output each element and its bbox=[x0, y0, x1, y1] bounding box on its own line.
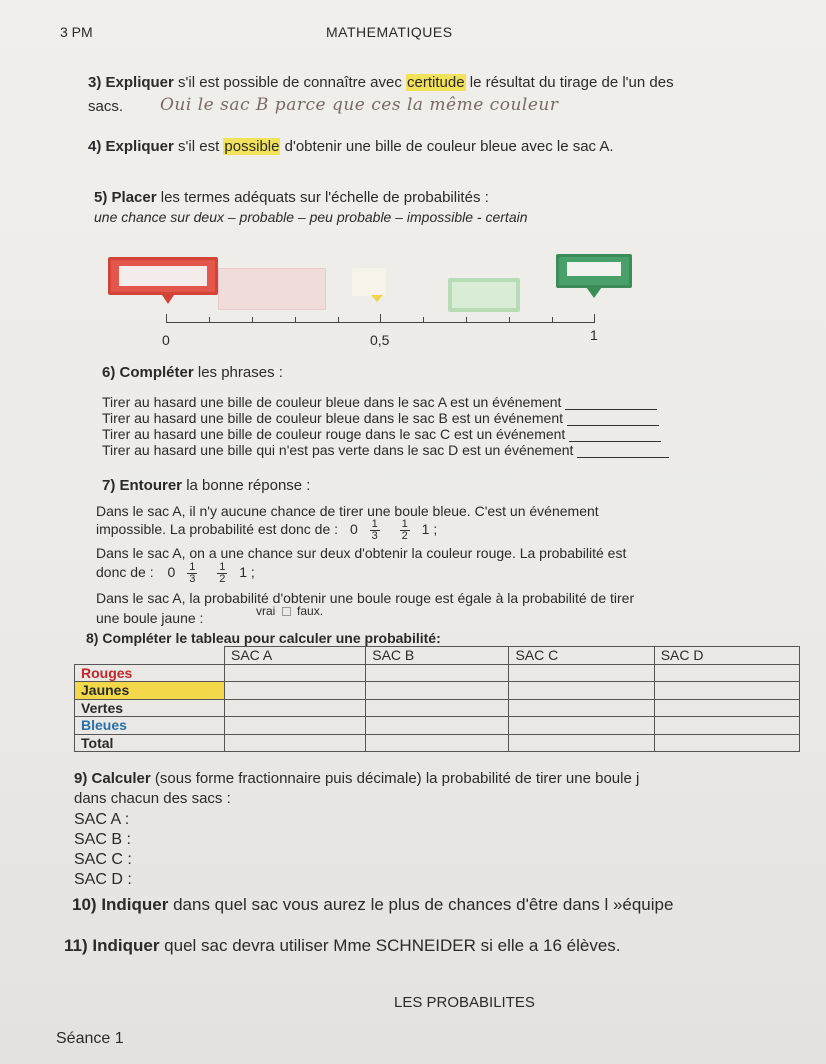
q10-text: dans quel sac vous aurez le plus de chances d'être dans l »équipe bbox=[168, 895, 674, 914]
scale-tick bbox=[466, 317, 467, 323]
q9-sac-c: SAC C : bbox=[74, 851, 132, 868]
table-cell[interactable] bbox=[225, 699, 366, 717]
q3-number: 3) bbox=[88, 74, 102, 91]
scale-tick bbox=[594, 314, 595, 323]
choice-one-third[interactable]: $\frac{1}{3}$ bbox=[371, 518, 378, 542]
table-cell[interactable] bbox=[509, 699, 654, 717]
choice-one[interactable]: 1 ; bbox=[421, 521, 438, 538]
q6-sentence: Tirer au hasard une bille de couleur bleue dans le sac B est un événement bbox=[102, 410, 659, 426]
q7-true-false bbox=[256, 604, 323, 618]
choice-zero[interactable]: 0 bbox=[349, 521, 358, 538]
choice-vrai[interactable]: vrai bbox=[256, 604, 276, 618]
q6-sentence: Tirer au hasard une bille qui n'est pas verte dans le sac D est un événement bbox=[102, 442, 669, 458]
q4-text-post: d'obtenir une bille de couleur bleue avec le sac A. bbox=[280, 138, 614, 155]
table-cell[interactable] bbox=[366, 734, 509, 752]
scale-label-pink[interactable] bbox=[218, 268, 326, 310]
q7-verb: Entourer bbox=[119, 477, 183, 494]
table-cell[interactable] bbox=[654, 699, 799, 717]
question-3 bbox=[88, 74, 674, 91]
table-cell[interactable] bbox=[366, 682, 509, 700]
choice-one-half[interactable]: $\frac{1}{2}$ bbox=[401, 518, 408, 542]
q3-verb: Expliquer bbox=[105, 74, 174, 91]
q4-number: 4) bbox=[88, 138, 102, 155]
table-cell[interactable] bbox=[366, 717, 509, 735]
table-cell[interactable] bbox=[366, 664, 509, 682]
row-label-bleues: Bleues bbox=[75, 717, 225, 735]
scale-pointer-red bbox=[160, 292, 176, 304]
q7-number: 7) bbox=[102, 477, 116, 494]
scale-label-green[interactable] bbox=[556, 254, 632, 288]
q3-text-post: le résultat du tirage de l'un des bbox=[465, 74, 674, 91]
choice-one-third[interactable]: $\frac{1}{3}$ bbox=[189, 561, 196, 585]
answer-blank[interactable] bbox=[577, 457, 669, 458]
probability-table bbox=[74, 646, 800, 752]
q9-line2: dans chacun des sacs : bbox=[74, 790, 231, 807]
choice-faux[interactable]: faux. bbox=[297, 604, 324, 618]
q9-sac-a: SAC A : bbox=[74, 811, 130, 828]
question-7 bbox=[102, 477, 310, 494]
q9-sac-d: SAC D : bbox=[74, 871, 132, 888]
question-10 bbox=[72, 895, 673, 915]
q7-p2-line2: donc de : 0 $\frac{1}{3}$ $\frac{1}{2}$ 1 ; bbox=[96, 561, 255, 585]
scale-tick bbox=[552, 317, 553, 323]
q5-verb: Placer bbox=[111, 189, 157, 206]
scale-label-red[interactable] bbox=[108, 257, 218, 295]
q11-text: quel sac devra utiliser Mme SCHNEIDER si elle a 16 élèves. bbox=[159, 936, 621, 955]
question-5 bbox=[94, 189, 489, 206]
table-cell[interactable] bbox=[654, 682, 799, 700]
q4-verb: Expliquer bbox=[105, 138, 174, 155]
row-label-jaunes: Jaunes bbox=[75, 682, 225, 700]
q7-p3-line2: une boule jaune : bbox=[96, 610, 204, 626]
row-label-vertes: Vertes bbox=[75, 699, 225, 717]
row-label-rouges: Rouges bbox=[75, 664, 225, 682]
scale-label-zero: 0 bbox=[162, 332, 170, 348]
q5-terms: une chance sur deux – probable – peu probable – impossible - certain bbox=[94, 209, 528, 225]
q7-p1-line2: impossible. La probabilité est donc de : 0 $\frac{1}{3}$ $\frac{1}{2}$ 1 ; bbox=[96, 518, 438, 542]
table-header-row bbox=[75, 647, 800, 665]
q5-text: les termes adéquats sur l'échelle de probabilités : bbox=[156, 189, 489, 206]
table-cell[interactable] bbox=[225, 717, 366, 735]
table-corner-cell bbox=[75, 647, 225, 665]
question-4 bbox=[88, 138, 614, 155]
q8-title: 8) Compléter le tableau pour calculer une probabilité: bbox=[86, 630, 441, 646]
q5-number: 5) bbox=[94, 189, 108, 206]
table-row bbox=[75, 664, 800, 682]
question-6 bbox=[102, 364, 283, 381]
question-11 bbox=[64, 936, 621, 956]
scale-tick bbox=[380, 314, 381, 323]
q6-number: 6) bbox=[102, 364, 116, 381]
scale-pointer-green bbox=[586, 287, 602, 298]
scale-label-green-inner bbox=[567, 262, 621, 276]
scale-label-half: 0,5 bbox=[370, 332, 390, 348]
question-9 bbox=[74, 770, 639, 787]
scale-label-one: 1 bbox=[590, 327, 598, 343]
q11-verb: Indiquer bbox=[92, 936, 160, 955]
table-row bbox=[75, 717, 800, 735]
q10-number: 10) bbox=[72, 895, 97, 914]
table-cell[interactable] bbox=[654, 664, 799, 682]
q6-verb: Compléter bbox=[119, 364, 194, 381]
table-cell[interactable] bbox=[509, 664, 654, 682]
scale-label-red-inner bbox=[119, 266, 207, 286]
table-cell[interactable] bbox=[654, 734, 799, 752]
scale-tick bbox=[509, 317, 510, 323]
q9-text: (sous forme fractionnaire puis décimale) la probabilité de tirer une boule j bbox=[150, 770, 640, 787]
table-row bbox=[75, 734, 800, 752]
scale-tick bbox=[423, 317, 424, 323]
q4-highlight: possible bbox=[224, 138, 280, 155]
table-cell[interactable] bbox=[509, 682, 654, 700]
q3-text-pre: s'il est possible de connaître avec bbox=[173, 74, 407, 91]
table-cell[interactable] bbox=[654, 717, 799, 735]
footer-title: LES PROBABILITES bbox=[394, 994, 535, 1011]
choice-one[interactable]: 1 ; bbox=[239, 564, 255, 581]
table-cell[interactable] bbox=[366, 699, 509, 717]
q7-p3-line1: Dans le sac A, la probabilité d'obtenir une boule rouge est égale à la probabilité de tirer bbox=[96, 590, 635, 606]
scale-pointer-yellow bbox=[371, 295, 383, 302]
choice-zero[interactable]: 0 bbox=[167, 564, 176, 581]
q7-text: la bonne réponse : bbox=[182, 477, 311, 494]
header-time: 3 PM bbox=[60, 24, 93, 40]
q9-number: 9) bbox=[74, 770, 88, 787]
choice-one-half[interactable]: $\frac{1}{2}$ bbox=[219, 561, 226, 585]
checkbox-icon[interactable] bbox=[282, 607, 291, 616]
q6-sentence: Tirer au hasard une bille de couleur rouge dans le sac C est un événement bbox=[102, 426, 661, 442]
scale-tick bbox=[338, 317, 339, 323]
q3-line2: sacs. bbox=[88, 98, 124, 115]
q11-number: 11) bbox=[64, 936, 88, 955]
column-header-sac-a: SAC A bbox=[225, 647, 366, 665]
q10-verb: Indiquer bbox=[101, 895, 169, 914]
scale-label-blank[interactable] bbox=[352, 268, 386, 296]
q7-p1-line1: Dans le sac A, il n'y aucune chance de tirer une boule bleue. C'est un événement bbox=[96, 503, 599, 519]
table-cell[interactable] bbox=[509, 717, 654, 735]
footer-session: Séance 1 bbox=[56, 1030, 124, 1047]
table-cell[interactable] bbox=[225, 664, 366, 682]
row-label-total: Total bbox=[75, 734, 225, 752]
table-cell[interactable] bbox=[225, 682, 366, 700]
header-subject: MATHEMATIQUES bbox=[326, 24, 453, 40]
table-row bbox=[75, 682, 800, 700]
table-cell[interactable] bbox=[225, 734, 366, 752]
q3-highlight: certitude bbox=[407, 74, 465, 91]
q3-handwritten-answer: Oui le sac B parce que ces la même couleur bbox=[160, 95, 559, 115]
table-row bbox=[75, 699, 800, 717]
table-cell[interactable] bbox=[509, 734, 654, 752]
q4-text-pre: s'il est bbox=[173, 138, 224, 155]
q9-verb: Calculer bbox=[91, 770, 151, 787]
scale-tick bbox=[166, 314, 167, 323]
column-header-sac-d: SAC D bbox=[654, 647, 799, 665]
scale-tick bbox=[252, 317, 253, 323]
q6-text: les phrases : bbox=[193, 364, 283, 381]
q6-sentence: Tirer au hasard une bille de couleur bleue dans le sac A est un événement bbox=[102, 394, 657, 410]
scale-label-mint[interactable] bbox=[448, 278, 520, 312]
column-header-sac-b: SAC B bbox=[366, 647, 509, 665]
scale-tick bbox=[295, 317, 296, 323]
q7-p2-line1: Dans le sac A, on a une chance sur deux d'obtenir la couleur rouge. La probabilité est bbox=[96, 545, 627, 561]
column-header-sac-c: SAC C bbox=[509, 647, 654, 665]
q9-sac-b: SAC B : bbox=[74, 831, 131, 848]
scale-tick bbox=[209, 317, 210, 323]
